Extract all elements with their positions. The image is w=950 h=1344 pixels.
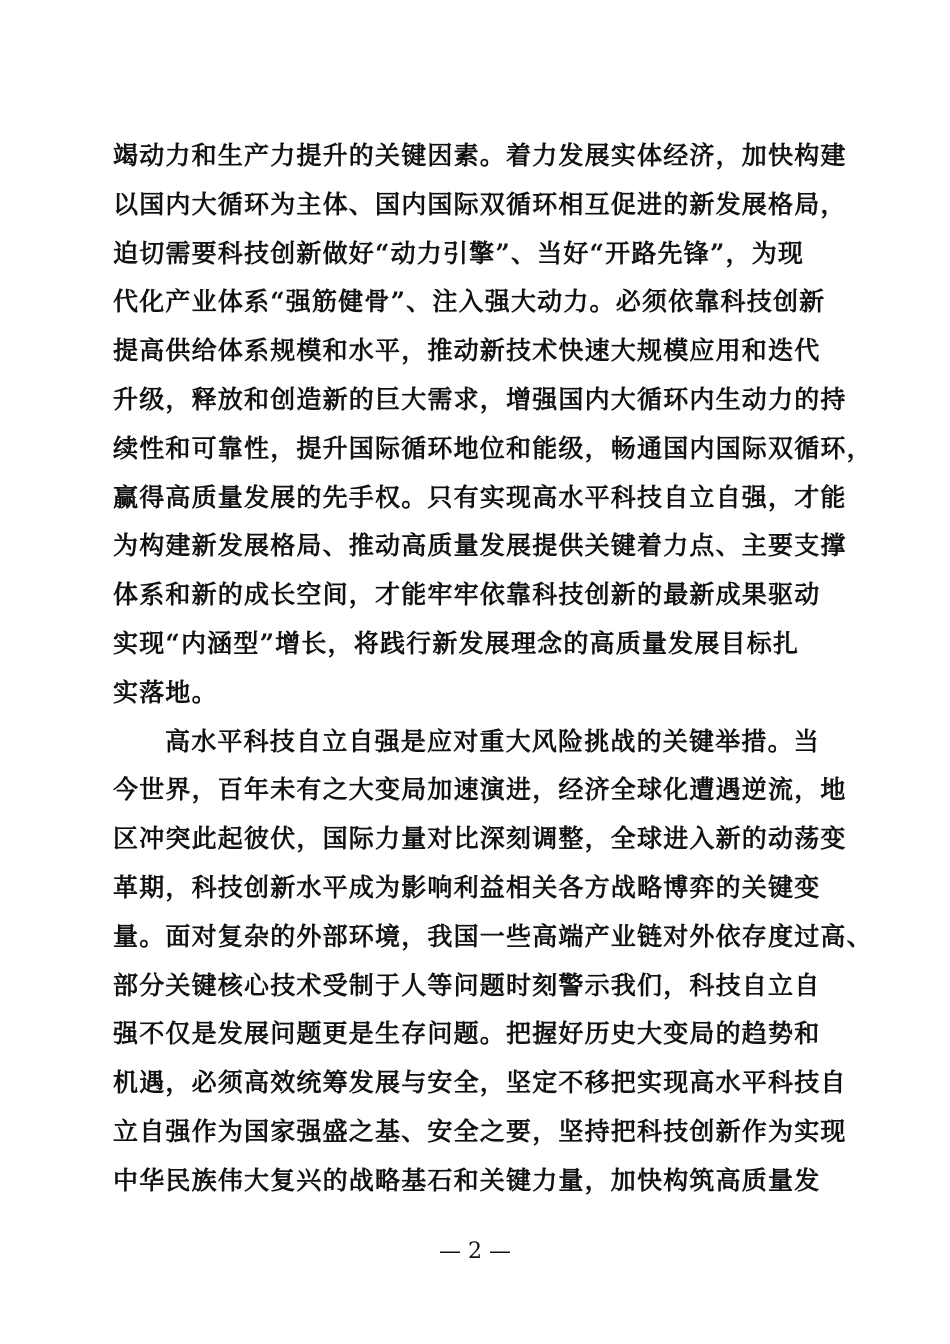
paragraph-1-line: 提高供给体系规模和水平，推动新技术快速大规模应用和迭代 [113,336,821,366]
paragraph-2-line: 区冲突此起彼伏，国际力量对比深刻调整，全球进入新的动荡变 [113,824,847,854]
paragraph-2-line: 高水平科技自立自强是应对重大风险挑战的关键举措。当 [165,726,821,756]
paragraph-1-line: 续性和可靠性，提升国际循环地位和能级，畅通国内国际双循环， [113,433,873,463]
page-number: — 2 — [439,1239,511,1264]
paragraph-1-line: 实现“内涵型”增长，将践行新发展理念的高质量发展目标扎 [113,628,800,658]
paragraph-1-line: 代化产业体系“强筋健骨”、注入强大动力。必须依靠科技创新 [113,287,826,317]
paragraph-1-line: 竭动力和生产力提升的关键因素。着力发展实体经济，加快构建 [113,141,847,170]
paragraph-2-line: 机遇，必须高效统筹发展与安全，坚定不移把实现高水平科技自 [113,1068,847,1098]
paragraph-1-line: 实落地。 [113,677,218,707]
paragraph-2-line: 量。面对复杂的外部环境，我国一些高端产业链对外依存度过高、 [113,921,873,951]
paragraph-1-line: 赢得高质量发展的先手权。只有实现高水平科技自立自强，才能 [113,482,847,512]
paragraph-1-line: 升级，释放和创造新的巨大需求，增强国内大循环内生动力的持 [113,384,847,414]
paragraph-1-line: 迫切需要科技创新做好“动力引擎”、当好“开路先锋”，为现 [113,238,805,268]
paragraph-1-line: 为构建新发展格局、推动高质量发展提供关键着力点、主要支撑 [113,531,847,561]
paragraph-2-line: 中华民族伟大复兴的战略基石和关键力量，加快构筑高质量发 [113,1165,821,1195]
paragraph-1-line: 体系和新的成长空间，才能牢牢依靠科技创新的最新成果驱动 [113,580,821,610]
paragraph-2-line: 强不仅是发展问题更是生存问题。把握好历史大变局的趋势和 [113,1019,821,1049]
body-text [113,132,873,1206]
paragraph-2-line: 革期，科技创新水平成为影响利益相关各方战略博弈的关键变 [113,872,821,902]
paragraph-2-line: 部分关键核心技术受制于人等问题时刻警示我们，科技自立自 [113,970,821,1000]
paragraph-2-line: 今世界，百年未有之大变局加速演进，经济全球化遭遇逆流，地 [113,775,847,805]
paragraph-2-line: 立自强作为国家强盛之基、安全之要，坚持把科技创新作为实现 [113,1116,847,1146]
paragraph-1-line: 以国内大循环为主体、国内国际双循环相互促进的新发展格局， [113,189,847,219]
